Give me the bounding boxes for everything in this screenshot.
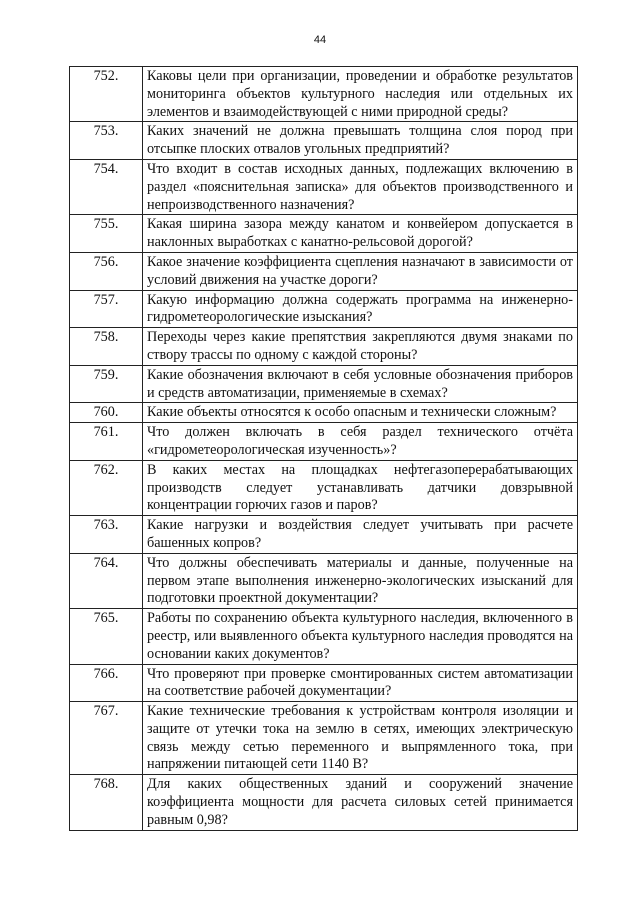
- question-number: 766.: [70, 664, 143, 702]
- question-number: 759.: [70, 365, 143, 403]
- question-text: Какую информацию должна содержать программа на инженерно-гидрометеорологические изыскания?: [143, 290, 578, 328]
- questions-table-body: [70, 67, 578, 831]
- question-text: В каких местах на площадках нефтегазоперерабатывающих производств следует устанавливать датчики довзрывной концентрации горючих газов и паров?: [143, 460, 578, 515]
- question-text: Какие технические требования к устройствам контроля изоляции и защите от утечки тока на землю в сетях, имеющих электрическую связь между сетью переменного и выпрямленного тока, при напряжении питающей сети 1140 В?: [143, 702, 578, 775]
- question-number: 767.: [70, 702, 143, 775]
- question-row: [70, 403, 578, 423]
- question-row: [70, 252, 578, 290]
- page-number: 44: [313, 34, 327, 46]
- question-number: 755.: [70, 215, 143, 253]
- question-number: 761.: [70, 423, 143, 461]
- question-text: Какие объекты относятся к особо опасным и технически сложным?: [143, 403, 578, 423]
- question-row: [70, 516, 578, 554]
- question-number: 753.: [70, 122, 143, 160]
- question-number: 757.: [70, 290, 143, 328]
- question-row: [70, 702, 578, 775]
- question-number: 756.: [70, 252, 143, 290]
- question-number: 758.: [70, 328, 143, 366]
- question-text: Что входит в состав исходных данных, подлежащих включению в раздел «пояснительная записка» для объектов производственного и непроизводственного назначения?: [143, 159, 578, 214]
- question-row: [70, 122, 578, 160]
- question-row: [70, 159, 578, 214]
- question-number: 764.: [70, 553, 143, 608]
- question-row: [70, 460, 578, 515]
- question-row: [70, 365, 578, 403]
- question-row: [70, 609, 578, 664]
- question-row: [70, 215, 578, 253]
- question-row: [70, 775, 578, 830]
- question-text: Какое значение коэффициента сцепления назначают в зависимости от условий движения на участке дороги?: [143, 252, 578, 290]
- question-text: Какие обозначения включают в себя условные обозначения приборов и средств автоматизации, применяемые в схемах?: [143, 365, 578, 403]
- question-text: Работы по сохранению объекта культурного наследия, включенного в реестр, или выявленного объекта культурного наследия проводятся на основании каких документов?: [143, 609, 578, 664]
- question-text: Для каких общественных зданий и сооружений значение коэффициента мощности для расчета силовых сетей принимается равным 0,98?: [143, 775, 578, 830]
- question-row: [70, 67, 578, 122]
- question-text: Какая ширина зазора между канатом и конвейером допускается в наклонных выработках с канатно-рельсовой дорогой?: [143, 215, 578, 253]
- question-text: Что должны обеспечивать материалы и данные, полученные на первом этапе выполнения инженерно-экологических изысканий для подготовки проектной документации?: [143, 553, 578, 608]
- question-number: 763.: [70, 516, 143, 554]
- question-row: [70, 553, 578, 608]
- question-number: 762.: [70, 460, 143, 515]
- question-number: 765.: [70, 609, 143, 664]
- question-row: [70, 290, 578, 328]
- question-row: [70, 423, 578, 461]
- question-row: [70, 664, 578, 702]
- question-number: 752.: [70, 67, 143, 122]
- question-text: Переходы через какие препятствия закрепляются двумя знаками по створу трассы по одному с каждой стороны?: [143, 328, 578, 366]
- question-text: Какие нагрузки и воздействия следует учитывать при расчете башенных копров?: [143, 516, 578, 554]
- question-number: 754.: [70, 159, 143, 214]
- question-text: Каковы цели при организации, проведении и обработке результатов мониторинга объектов культурного наследия или отдельных их элементов и взаимодействующей с ними природной среды?: [143, 67, 578, 122]
- question-text: Что должен включать в себя раздел технического отчёта «гидрометеорологическая изученность»?: [143, 423, 578, 461]
- question-row: [70, 328, 578, 366]
- question-number: 768.: [70, 775, 143, 830]
- question-number: 760.: [70, 403, 143, 423]
- question-text: Что проверяют при проверке смонтированных систем автоматизации на соответствие рабочей документации?: [143, 664, 578, 702]
- question-text: Каких значений не должна превышать толщина слоя пород при отсыпке плоских отвалов угольных предприятий?: [143, 122, 578, 160]
- questions-table: [69, 66, 578, 831]
